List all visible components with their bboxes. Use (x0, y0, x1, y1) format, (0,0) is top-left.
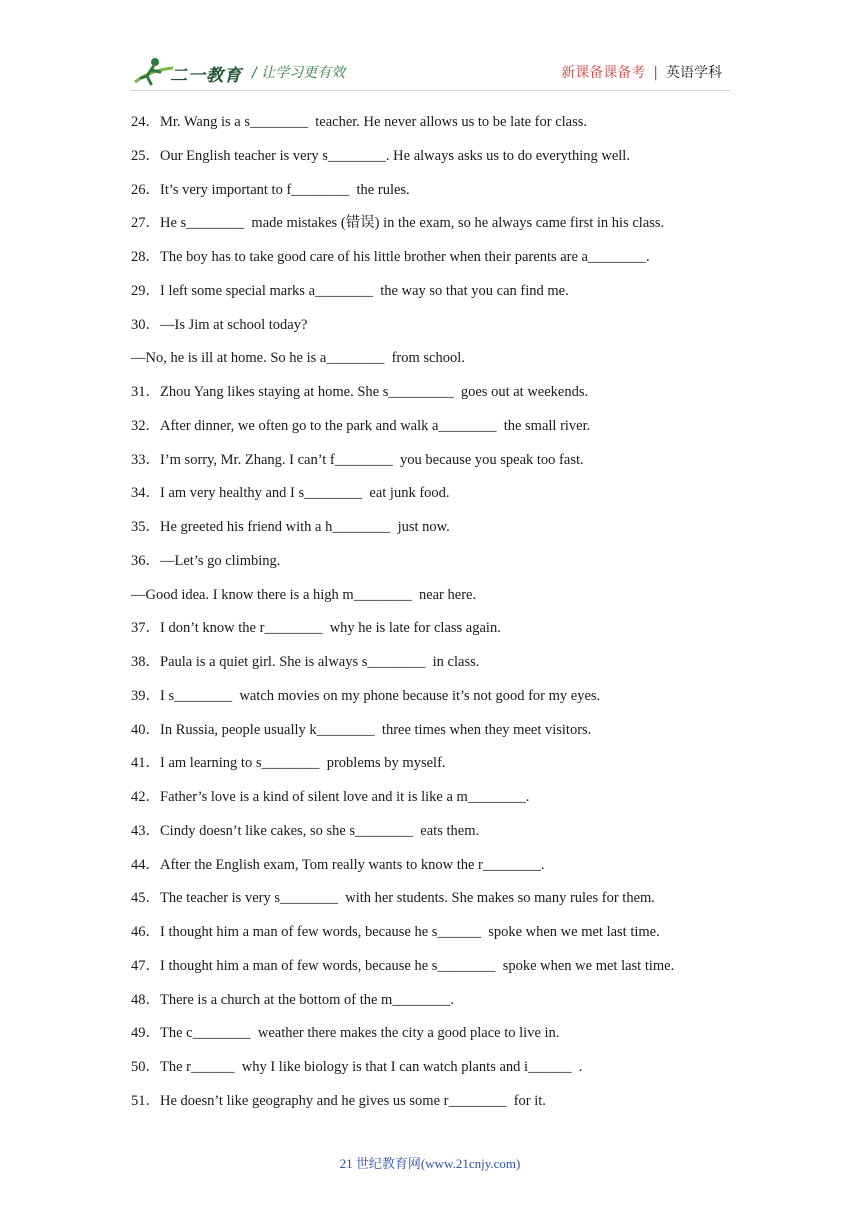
logo-text: 二一教育 (170, 66, 242, 86)
exercise-line: 25．Our English teacher is very s________. He always asks us to do everything well. (131, 148, 630, 164)
exercise-line: 43．Cindy doesn’t like cakes, so she s________ eats them. (131, 823, 480, 839)
exercise-line: 39．I s________ watch movies on my phone because it’s not good for my eyes. (131, 688, 601, 704)
exercise-line: 38．Paula is a quiet girl. She is always s________ in class. (131, 654, 480, 670)
exercise-line: 45．The teacher is very s________ with her students. She makes so many rules for them. (131, 890, 655, 906)
exercise-line: —No, he is ill at home. So he is a________ from school. (131, 350, 465, 366)
slogan: / 让学习更有效 (252, 65, 346, 81)
header-right (561, 62, 722, 82)
page-header (0, 0, 860, 100)
exercise-line: 29．I left some special marks a________ the way so that you can find me. (131, 283, 569, 299)
exercise-line: 26．It’s very important to f________ the rules. (131, 182, 410, 198)
exercise-line: 51．He doesn’t like geography and he gives us some r________ for it. (131, 1093, 546, 1109)
footer-source: 21 世纪教育网(www.21cnjy.com) (339, 1156, 521, 1171)
header-divider (130, 90, 730, 91)
exercise-line: 47．I thought him a man of few words, because he s________ spoke when we met last time. (131, 958, 675, 974)
exercise-line: 35．He greeted his friend with a h________ just now. (131, 519, 450, 535)
exercise-line: 27．He s________ made mistakes (错误) in the exam, so he always came first in his class. (131, 215, 665, 231)
logo (133, 56, 248, 90)
exercise-line: 36．—Let’s go climbing. (131, 553, 281, 569)
exercise-line: 24．Mr. Wang is a s________ teacher. He never allows us to be late for class. (131, 114, 588, 130)
exercise-line: 31．Zhou Yang likes staying at home. She s_________ goes out at weekends. (131, 384, 589, 400)
exercise-line: 34．I am very healthy and I s________ eat junk food. (131, 485, 450, 501)
header-label: 新课备课备考 (561, 65, 646, 81)
header-subject: 英语学科 (666, 65, 722, 81)
exercise-line: —Good idea. I know there is a high m________ near here. (131, 587, 477, 603)
exercise-line: 48．There is a church at the bottom of the m________. (131, 992, 454, 1008)
exercise-line: 41．I am learning to s________ problems by myself. (131, 755, 446, 771)
exercise-line: 42．Father’s love is a kind of silent love and it is like a m________. (131, 789, 530, 805)
exercise-line: 49．The c________ weather there makes the city a good place to live in. (131, 1025, 560, 1041)
exercise-line: 28．The boy has to take good care of his little brother when their parents are a________. (131, 249, 650, 265)
exercise-line: 50．The r______ why I like biology is that I can watch plants and i______ . (131, 1059, 583, 1075)
exercise-line: 40．In Russia, people usually k________ three times when they meet visitors. (131, 722, 592, 738)
exercise-line: 33．I’m sorry, Mr. Zhang. I can’t f________ you because you speak too fast. (131, 452, 584, 468)
header-separator: | (653, 65, 658, 81)
exercise-line: 44．After the English exam, Tom really wants to know the r________. (131, 857, 545, 873)
exercise-line: 30．—Is Jim at school today? (131, 317, 308, 333)
exercise-line: 37．I don’t know the r________ why he is late for class again. (131, 620, 501, 636)
exercise-line: 46．I thought him a man of few words, because he s______ spoke when we met last time. (131, 924, 660, 940)
exercise-line: 32．After dinner, we often go to the park and walk a________ the small river. (131, 418, 591, 434)
